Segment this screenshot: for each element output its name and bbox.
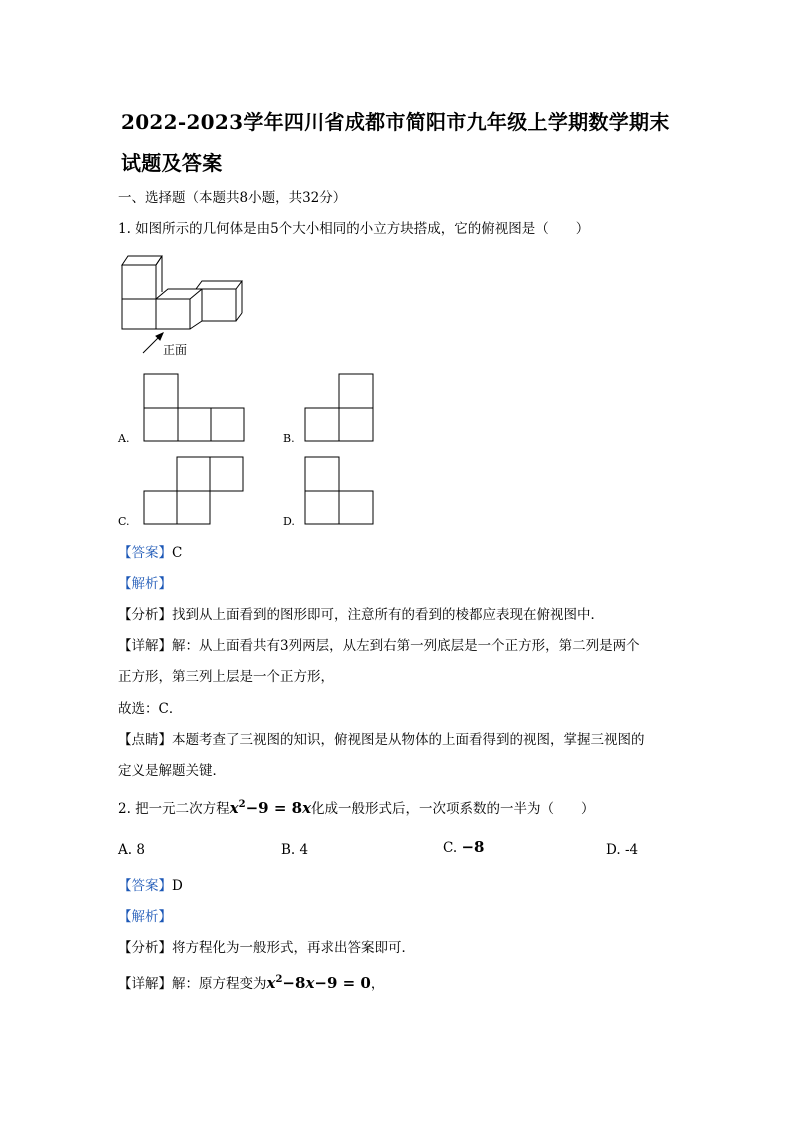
q1-xiangjie-tag: 【详解】	[118, 638, 172, 654]
q2-analysis-tag: 【解析】	[118, 909, 172, 925]
q2-xiangjie: 【详解】解：原方程变为$x^2-8x-9 = 0$，	[118, 974, 385, 992]
q1-option-d-figure	[304, 456, 376, 526]
q1-choose: 故选：C．	[118, 701, 183, 717]
q1-front-label: 正面	[163, 343, 188, 357]
q1-dianjing-text1: 本题考查了三视图的知识，俯视图是从物体的上面看得到的视图，掌握三视图的	[172, 732, 645, 748]
q2-stem-a: 2. 把一元二次方程	[118, 801, 230, 817]
q2-stem	[118, 797, 595, 817]
q1-option-a-figure	[143, 373, 247, 443]
q1-option-c-figure	[143, 456, 247, 526]
q2-answer	[118, 874, 183, 894]
q2-answer-tag: 【答案】	[118, 878, 172, 894]
q1-fenxi-text: 找到从上面看到的图形即可，注意所有的看到的棱都应表现在俯视图中．	[172, 607, 604, 623]
q2-answer-value: D	[172, 878, 183, 894]
q1-answer-value: C	[172, 545, 183, 561]
q2-fenxi-tag: 【分析】	[118, 940, 172, 956]
page-title-line1: 2022-2023学年四川省成都市简阳市九年级上学期数学期末	[121, 110, 670, 134]
q1-xiangjie-line2: 正方形，第三列上层是一个正方形，	[118, 669, 334, 685]
q1-answer-tag: 【答案】	[118, 545, 172, 561]
q2-option-d: D. -4	[606, 842, 639, 858]
q2-equation: $x^2-9 = 8x$	[229, 799, 312, 817]
q1-answer	[118, 541, 182, 561]
q2-xiangjie-tag: 【详解】	[118, 976, 172, 992]
q1-fenxi-tag: 【分析】	[118, 607, 172, 623]
q1-dianjing-tag: 【点睛】	[118, 732, 172, 748]
q2-fenxi	[118, 936, 415, 956]
q2-fenxi-text: 将方程化为一般形式，再求出答案即可．	[172, 940, 415, 956]
q2-xiangjie-text: 解：原方程变为	[172, 976, 267, 992]
q1-option-b-figure	[304, 373, 376, 443]
q1-fenxi	[118, 603, 604, 623]
q1-analysis-tag: 【解析】	[118, 576, 172, 592]
q2-stem-b: 化成一般形式后，一次项系数的一半为（ ）	[311, 801, 595, 817]
q2-option-c: C. −8	[443, 838, 485, 856]
q1-option-b-label: B.	[283, 432, 295, 445]
q1-dianjing-line2: 定义是解题关键．	[118, 763, 226, 779]
q1-dianjing-line1	[118, 728, 645, 748]
q1-xiangjie-line1	[118, 634, 640, 654]
page-title-line2: 试题及答案	[121, 151, 223, 175]
q1-xiangjie-text1: 解：从上面看共有3列两层，从左到右第一列底层是一个正方形，第二列是两个	[172, 638, 640, 654]
q1-option-a-label: A.	[118, 432, 130, 445]
q1-option-c-label: C.	[118, 515, 130, 528]
q2-option-a: A. 8	[118, 842, 145, 858]
section-header: 一、选择题（本题共8小题，共32分）	[118, 190, 347, 206]
q1-stem: 1. 如图所示的几何体是由5个大小相同的小立方块搭成，它的俯视图是（ ）	[118, 221, 590, 237]
q2-option-b: B. 4	[281, 842, 309, 858]
q2-xiangjie-equation: $x^2-8x-9 = 0$	[266, 974, 371, 992]
q1-option-d-label: D.	[283, 515, 295, 528]
